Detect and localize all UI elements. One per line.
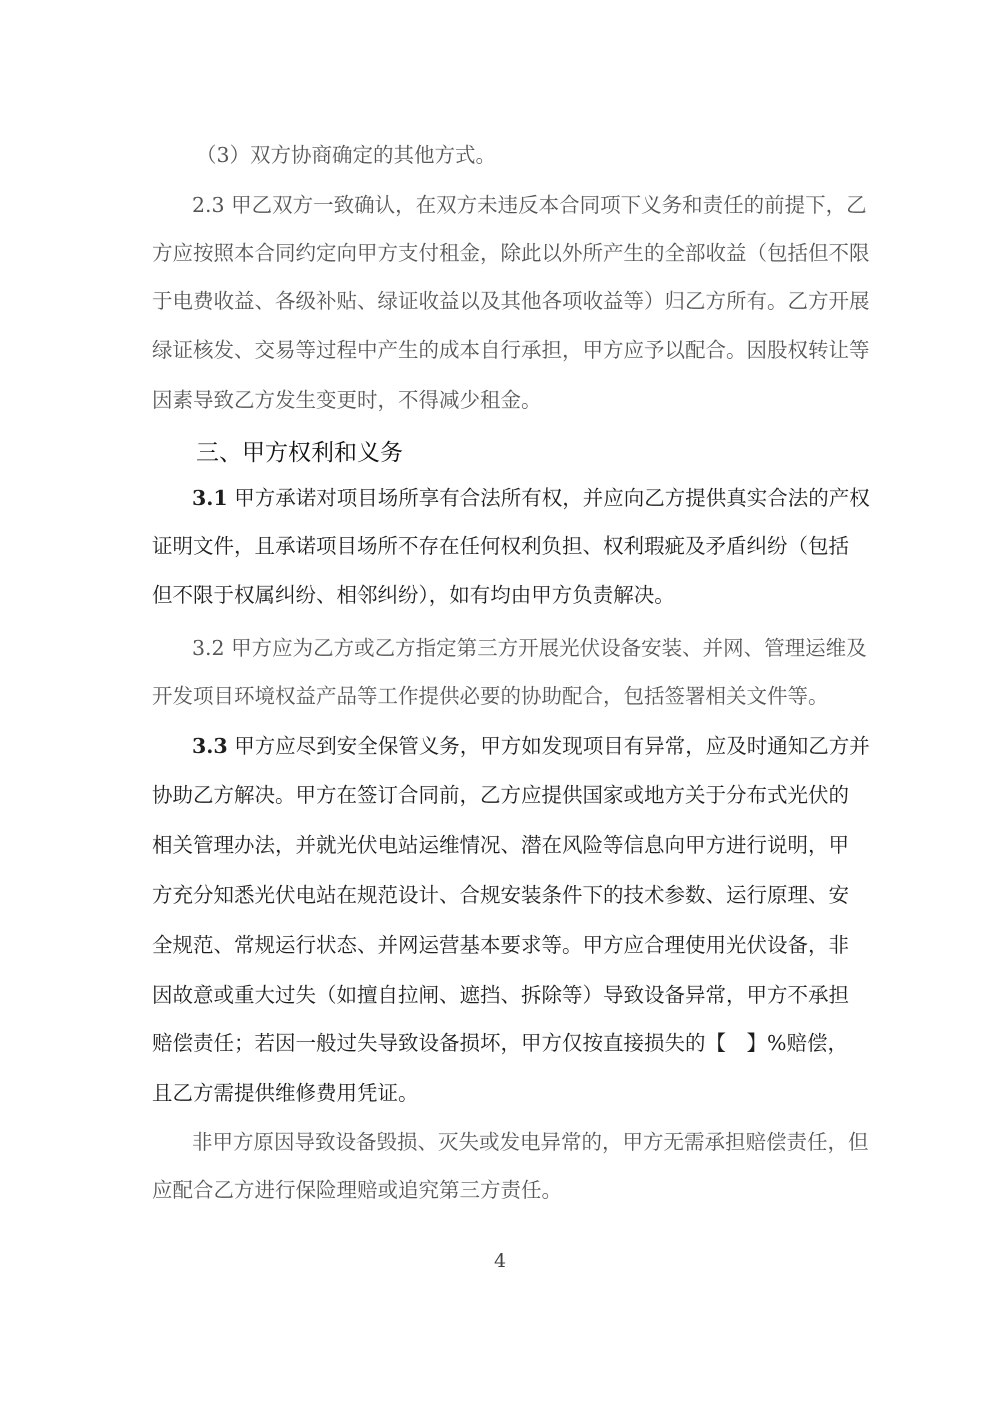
paragraph-3-1-line: 证明文件，且承诺项目场所不存在任何权利负担、权利瑕疵及矛盾纠纷（包括 [152, 534, 849, 558]
paragraph-3-3b-line: 非甲方原因导致设备毁损、灭失或发电异常的，甲方无需承担赔偿责任，但 [192, 1130, 869, 1154]
clause-text: 甲方应尽到安全保管义务，甲方如发现项目有异常，应及时通知乙方并 [234, 734, 870, 758]
paragraph-3-3-line: 因故意或重大过失（如擅自拉闸、遮挡、拆除等）导致设备异常，甲方不承担 [152, 983, 849, 1007]
paragraph-2-3-line: 于电费收益、各级补贴、绿证收益以及其他各项收益等）归乙方所有。乙方开展 [152, 289, 870, 313]
clause-number: 3.1 [192, 486, 228, 510]
paragraph-3-3-line: 赔偿责任；若因一般过失导致设备损坏，甲方仅按直接损失的【 】%赔偿， [152, 1031, 848, 1055]
page-number: 4 [493, 1250, 507, 1272]
paragraph-3-2-line: 开发项目环境权益产品等工作提供必要的协助配合，包括签署相关文件等。 [152, 684, 829, 708]
paragraph-3-3-line: 协助乙方解决。甲方在签订合同前，乙方应提供国家或地方关于分布式光伏的 [152, 783, 849, 807]
paragraph-2-3-line [192, 192, 867, 218]
paragraph-2-3-line: 方应按照本合同约定向甲方支付租金，除此以外所产生的全部收益（包括但不限 [152, 241, 870, 265]
paragraph-3-2-line [192, 635, 867, 661]
clause-number: 2.3 [192, 193, 225, 217]
paragraph-3-3b-line: 应配合乙方进行保险理赔或追究第三方责任。 [152, 1178, 562, 1202]
clause-number: 3.3 [192, 734, 228, 758]
paragraph-2-3-line: 绿证核发、交易等过程中产生的成本自行承担，甲方应予以配合。因股权转让等 [152, 338, 870, 362]
clause-text: 甲方应为乙方或乙方指定第三方开展光伏设备安装、并网、管理运维及 [231, 636, 867, 660]
clause-text: 甲方承诺对项目场所享有合法所有权，并应向乙方提供真实合法的产权 [234, 486, 870, 510]
paragraph-3-3-line: 全规范、常规运行状态、并网运营基本要求等。甲方应合理使用光伏设备，非 [152, 933, 849, 957]
paragraph-3-1-line [192, 485, 870, 511]
paragraph-3-1-line: 但不限于权属纠纷、相邻纠纷），如有均由甲方负责解决。 [152, 583, 675, 607]
paragraph-3-3-line: 方充分知悉光伏电站在规范设计、合规安装条件下的技术参数、运行原理、安 [152, 883, 849, 907]
paragraph-3-3-line: 且乙方需提供维修费用凭证。 [152, 1081, 419, 1105]
paragraph-2-3-line: 因素导致乙方发生变更时，不得减少租金。 [152, 388, 542, 412]
clause-text: 甲乙双方一致确认，在双方未违反本合同项下义务和责任的前提下，乙 [231, 193, 867, 217]
clause-number: 3.2 [192, 636, 225, 660]
section-heading: 三、甲方权利和义务 [196, 440, 403, 466]
paragraph-2-2-3: （3）双方协商确定的其他方式。 [196, 143, 497, 167]
paragraph-3-3-line: 相关管理办法，并就光伏电站运维情况、潜在风险等信息向甲方进行说明，甲 [152, 833, 849, 857]
paragraph-3-3-line [192, 733, 870, 759]
